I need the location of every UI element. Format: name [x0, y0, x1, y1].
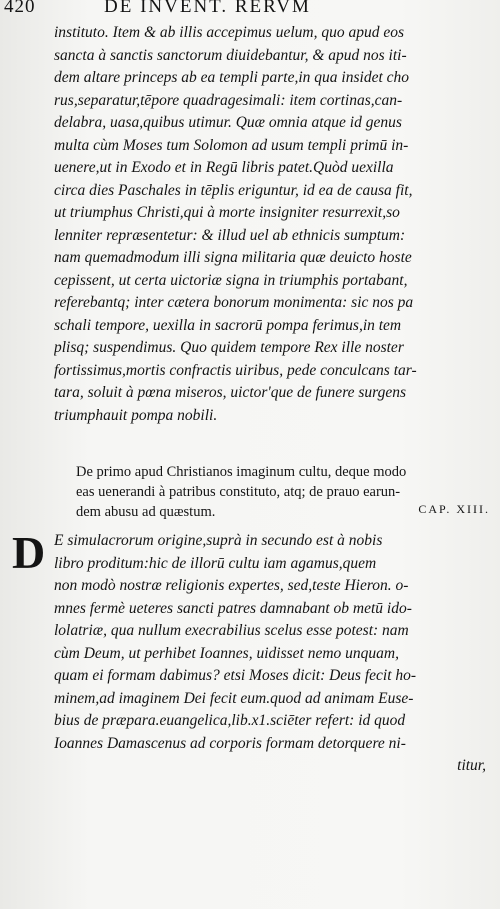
- text-line: uenere,ut in Exodo et in Regū libris patet.Quòd uexilla: [54, 159, 394, 176]
- text-line: ut triumphus Christi,qui à morte insigniter resurrexit,so: [54, 204, 400, 221]
- chapter-heading: [76, 462, 490, 522]
- text-line: sancta à sanctis sanctorum diuidebantur, & apud nos iti-: [54, 46, 407, 64]
- text-line: mnes fermè ueteres sancti patres damnabant ob metū ido-: [54, 599, 412, 617]
- heading-line: dem abusu ad quæstum.: [76, 504, 216, 520]
- text-line: minem,ad imaginem Dei fecit eum.quod ad animam Euse-: [54, 689, 414, 707]
- page-number: 420: [4, 0, 36, 17]
- text-line: quam ei formam dabimus? etsi Moses dicit: Deus fecit ho-: [54, 667, 417, 684]
- text-line: circa dies Paschales in tēplis eriguntur, id ea de causa fit,: [54, 181, 413, 199]
- running-head: [4, 0, 490, 18]
- text-line: libro proditum:hic de illorū cultu iam agamus,quem: [54, 554, 377, 572]
- text-line: instituto. Item & ab illis accepimus uelum, quo apud eos: [54, 24, 405, 41]
- text-line: non modò nostræ religionis expertes, sed,teste Hieron. o-: [54, 577, 409, 594]
- text-line: dem altare princeps ab ea templi parte,in qua insidet cho: [54, 69, 410, 86]
- text-line: lolatriæ, qua nullum execrabilius scelus esse potest: nam: [54, 622, 409, 639]
- text-line: titur,: [457, 757, 486, 774]
- drop-cap: D: [12, 527, 46, 578]
- text-line: multa cùm Moses tum Solomon ad usum templi primū in-: [54, 136, 409, 154]
- text-line: cepissent, ut certa uictoriæ signa in triumphis portabant,: [54, 271, 408, 289]
- text-line: E simulacrorum origine,suprà in secundo est à nobis: [54, 532, 383, 549]
- paragraph-1: [54, 22, 490, 427]
- text-line: rus,separatur,tēpore quadragesimali: item cortinas,can-: [54, 91, 403, 109]
- text-line: triumphauit pompa nobili.: [54, 406, 218, 424]
- paragraph-2: [54, 530, 490, 778]
- text-line: nam quemadmodum illi signa militaria quæ deuicto hoste: [54, 249, 412, 266]
- chapter-label: CAP. XIII.: [418, 502, 490, 516]
- running-title: DE INVENT. RERVM: [104, 0, 311, 17]
- text-line: referebantq; inter cætera bonorum monimenta: sic nos pa: [54, 294, 414, 311]
- text-line: bius de præpara.euangelica,lib.x1.sciēter refert: id quod: [54, 712, 406, 729]
- heading-line: eas uenerandi à patribus constituto, atq; de prauo earun-: [76, 484, 401, 500]
- text-line: plisq; suspendimus. Quo quidem tempore Rex ille noster: [54, 339, 404, 356]
- text-line: Ioannes Damascenus ad corporis formam detorquere ni-: [54, 734, 406, 752]
- text-line: cùm Deum, ut perhibet Ioannes, uidisset nemo unquam,: [54, 644, 399, 662]
- text-line: tara, soluit à pœna miseros, uictor'que de funere surgens: [54, 384, 407, 401]
- heading-line: De primo apud Christianos imaginum cultu, deque modo: [76, 464, 407, 480]
- text-line: delabra, uasa,quibus utimur. Quæ omnia atque id genus: [54, 114, 402, 131]
- text-line: lenniter repræsentetur: & illud uel ab ethnicis sumptum:: [54, 226, 406, 244]
- text-line: fortissimus,mortis confractis uiribus, pede conculcans tar-: [54, 361, 417, 379]
- text-line: schali tempore, uexilla in sacrorū pompa ferimus,in tem: [54, 316, 402, 334]
